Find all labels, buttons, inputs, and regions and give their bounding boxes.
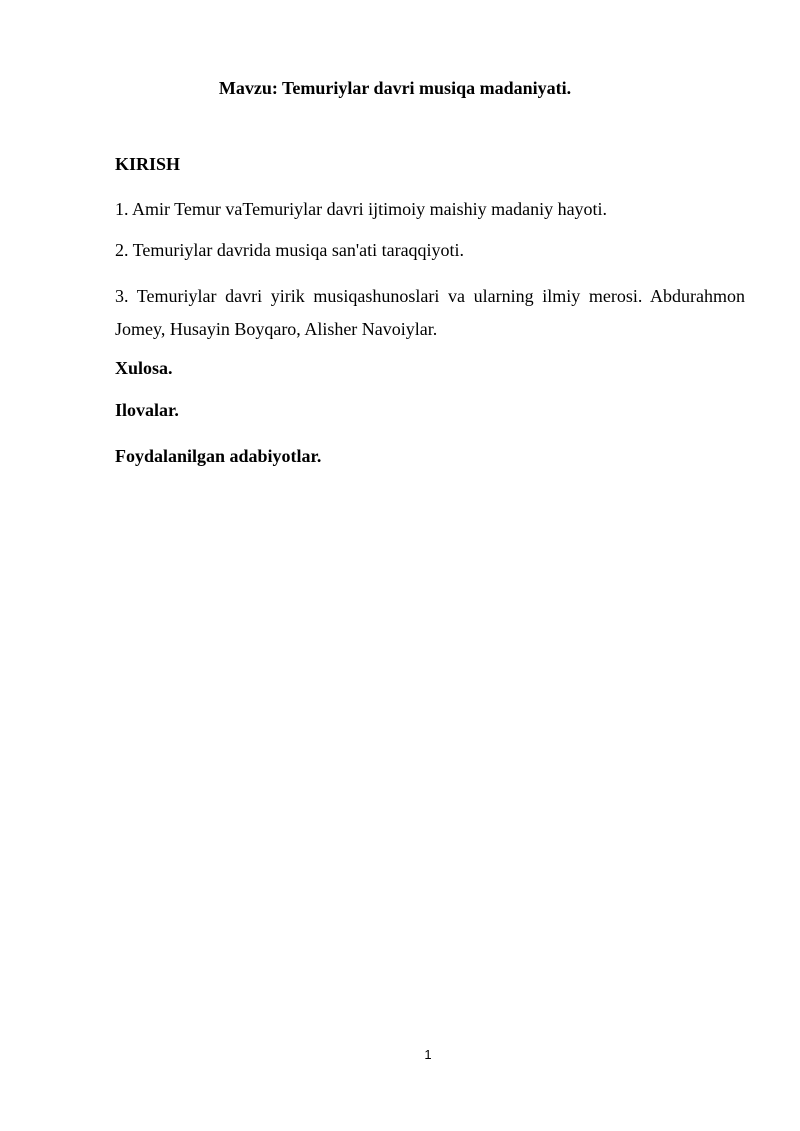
intro-heading: KIRISH — [115, 154, 181, 174]
contents-item-1: 1. Amir Temur vaTemuriylar davri ijtimoiy maishiy madaniy hayoti. — [115, 199, 608, 219]
conclusion-heading: Xulosa. — [115, 358, 173, 378]
appendices-heading: Ilovalar. — [115, 400, 179, 420]
document-title: Mavzu: Temuriylar davri musiqa madaniyati. — [218, 78, 572, 98]
contents-item-2: 2. Temuriylar davrida musiqa san'ati taraqqiyoti. — [115, 240, 465, 260]
page-number: 1 — [424, 1047, 432, 1062]
contents-item-3: 3. Temuriylar davri yirik musiqashunoslari va ularning ilmiy merosi. Abdurahmon Jomey, Husayin Boyqaro, Alisher Navoiylar. — [115, 286, 745, 339]
references-heading: Foydalanilgan adabiyotlar. — [115, 446, 322, 466]
